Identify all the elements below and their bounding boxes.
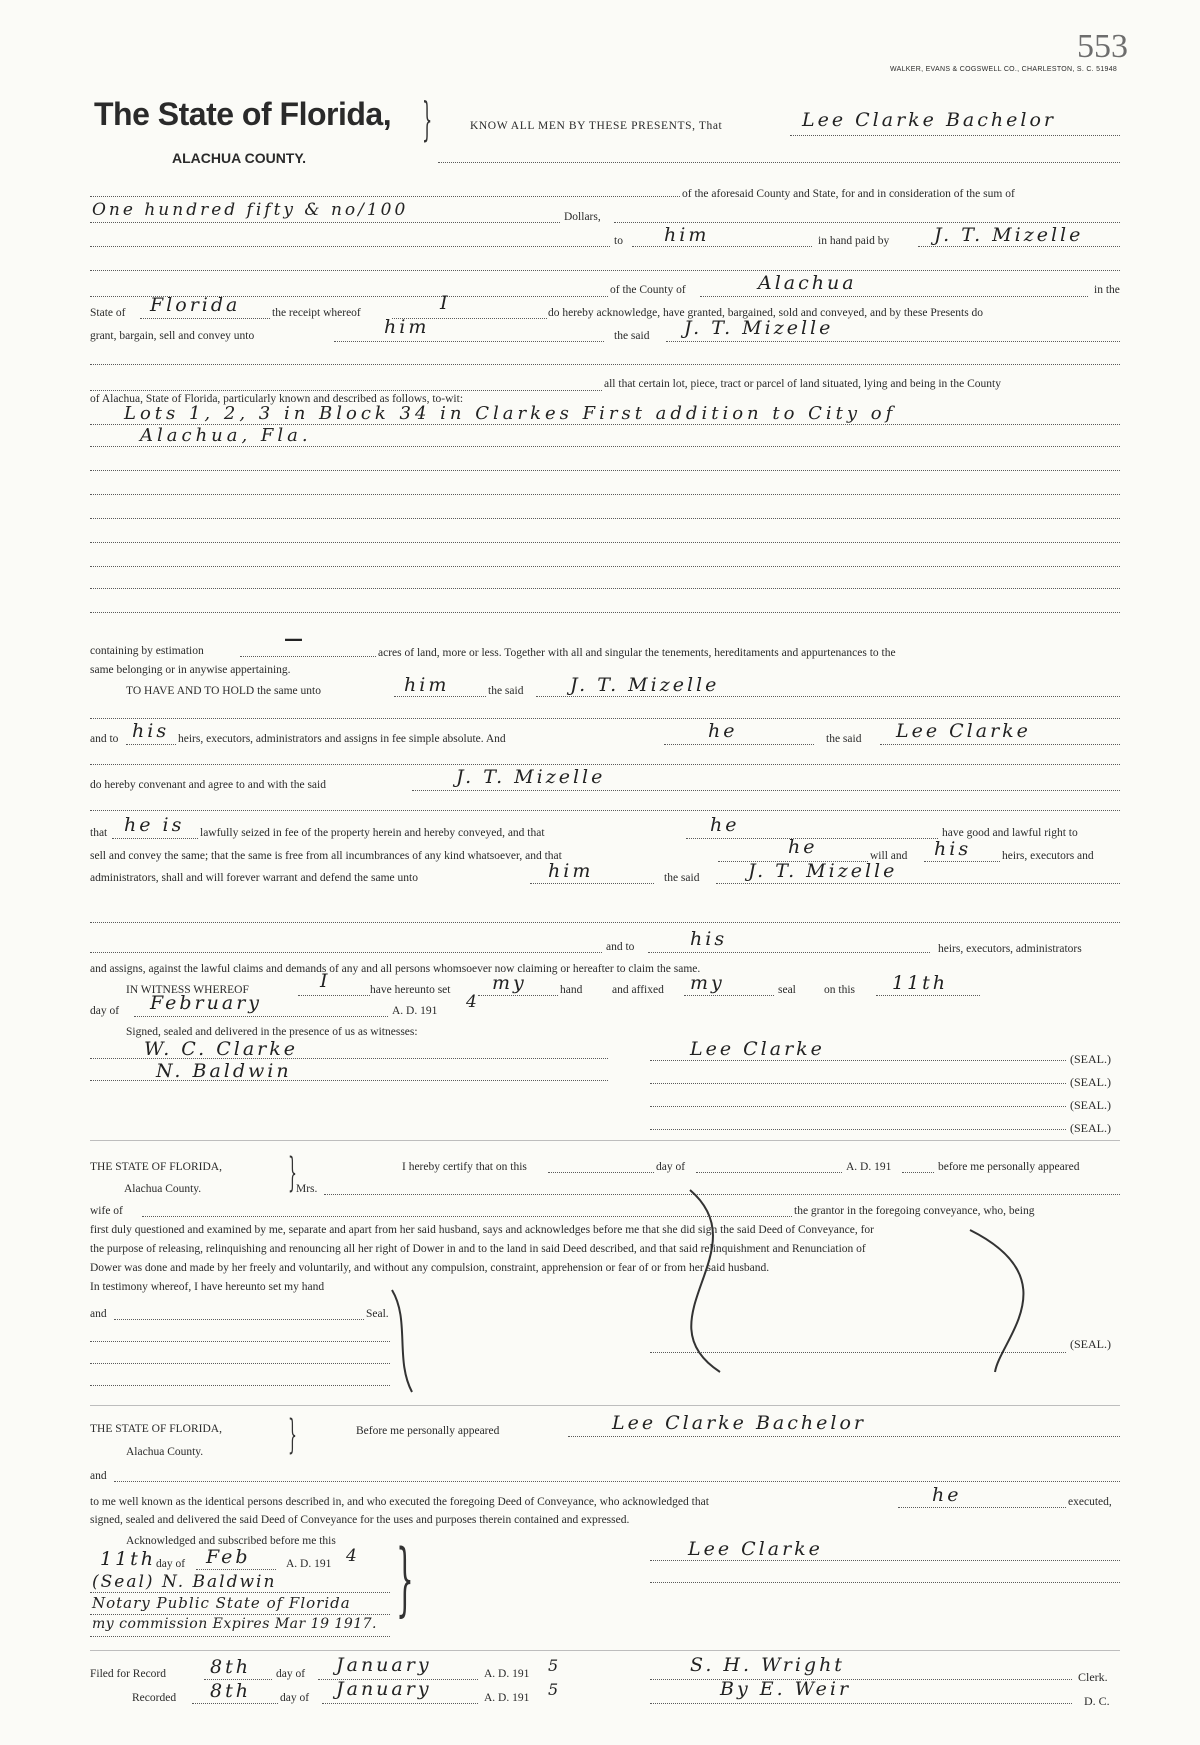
- dower-line-3: Dower was done and made by her freely and voluntarily, and without any compulsion, constraint, apprehension or fear of or from her said husband.: [90, 1262, 770, 1274]
- signed-text: Signed, sealed and delivered in the presence of us as witnesses:: [126, 1026, 418, 1038]
- grantor-signature: Lee Clarke: [690, 1038, 825, 1060]
- fill-line: [530, 883, 654, 884]
- fill-line: [898, 1507, 1066, 1508]
- to-whom: him: [664, 224, 710, 246]
- receipt-label: the receipt whereof: [272, 307, 361, 319]
- fill-line: [614, 222, 1120, 223]
- day-of-label: day of: [276, 1668, 306, 1680]
- fill-line: [90, 588, 1120, 589]
- dc-label: D. C.: [1084, 1694, 1110, 1708]
- fill-line: [90, 810, 1120, 811]
- ack-month: Feb: [206, 1546, 251, 1568]
- fill-line: [322, 1703, 478, 1704]
- have-set-label: have hereunto set: [370, 984, 451, 996]
- notary-line-2: Notary Public State of Florida: [92, 1594, 351, 1612]
- recorded-year: 5: [548, 1680, 562, 1699]
- the-said-label: the said: [614, 330, 650, 342]
- county-handwritten: Alachua: [758, 272, 857, 294]
- known-text: to me well known as the identical persons described in, and who executed the foregoing Deed of Conveyance, who acknowledged that: [90, 1496, 709, 1508]
- county-state-text: of the aforesaid County and State, for and in consideration of the sum of: [682, 188, 1015, 200]
- assigns-text: and assigns, against the lawful claims and demands of any and all persons whomsoever now claiming or hereafter to claim the same.: [90, 963, 701, 975]
- that-label: that: [90, 827, 108, 839]
- clerk-signature: S. H. Wright: [690, 1654, 845, 1676]
- affixed-label: and affixed: [612, 984, 664, 996]
- fill-line: [650, 1083, 1066, 1084]
- known-who: he: [932, 1484, 962, 1506]
- fill-line: [90, 718, 1120, 719]
- seal-marker: (SEAL.): [1070, 1052, 1111, 1066]
- section-divider: [90, 1650, 1120, 1651]
- section-divider: [90, 1405, 1120, 1406]
- the-said-label: the said: [664, 872, 700, 884]
- recorded-day: 8th: [210, 1680, 251, 1702]
- fill-line: [650, 1703, 1072, 1704]
- brace: }: [396, 1532, 414, 1625]
- ad-label: A. D. 191: [484, 1668, 530, 1680]
- certify-text: I hereby certify that on this: [402, 1161, 527, 1173]
- fill-line: [90, 246, 610, 247]
- will-whose: his: [934, 838, 972, 860]
- signed-line: signed, sealed and delivered the said Deed of Conveyance for the uses and purposes therein contained and expressed.: [90, 1514, 630, 1526]
- fill-line: [90, 390, 602, 391]
- mrs-label: Mrs.: [296, 1183, 318, 1195]
- fill-line: [438, 162, 1120, 163]
- fill-line: [90, 518, 1120, 519]
- hand-whose: my: [492, 972, 527, 994]
- fill-line: [90, 222, 560, 223]
- wife-of-label: wife of: [90, 1205, 123, 1217]
- defend-whom: him: [548, 860, 594, 882]
- covenant-text: do hereby convenant and agree to and with the said: [90, 779, 326, 791]
- ack-year-digit: 4: [346, 1546, 360, 1566]
- fill-line: [90, 1385, 390, 1386]
- fill-line: [696, 1172, 842, 1173]
- subscribed-text: Acknowledged and subscribed before me this: [126, 1535, 336, 1547]
- fill-line: [240, 656, 376, 657]
- fill-line: [650, 1106, 1066, 1107]
- fill-line: [134, 1016, 388, 1017]
- seized-who: he: [710, 814, 740, 836]
- fill-line: [650, 1352, 1066, 1353]
- appeared-name: Lee Clarke Bachelor: [612, 1412, 866, 1434]
- fill-line: [126, 744, 176, 745]
- day-of-label: day of: [280, 1692, 310, 1704]
- and-label: and: [90, 1470, 107, 1482]
- in-witness-label: IN WITNESS WHEREOF: [126, 984, 249, 996]
- fill-line: [90, 612, 1120, 613]
- grantor-name: Lee Clarke Bachelor: [802, 109, 1056, 131]
- seal-whose: my: [690, 972, 725, 994]
- containing-label: containing by estimation: [90, 645, 204, 657]
- in-the-label: in the: [1094, 284, 1120, 296]
- have-good-text: have good and lawful right to: [942, 827, 1078, 839]
- seal-marker: (SEAL.): [1070, 1098, 1111, 1112]
- the-said-label: the said: [488, 685, 524, 697]
- fill-line: [664, 744, 814, 745]
- appeared-text: Before me personally appeared: [356, 1425, 500, 1437]
- and-to-whose: his: [690, 928, 728, 950]
- fill-line: [298, 995, 370, 996]
- witness-2-signature: N. Baldwin: [156, 1060, 292, 1082]
- fill-line: [880, 744, 1120, 745]
- clerk-label: Clerk.: [1078, 1670, 1108, 1684]
- fill-line: [650, 1560, 1120, 1561]
- grant-unto-label: grant, bargain, sell and convey unto: [90, 330, 255, 342]
- deputy-signature: By E. Weir: [720, 1678, 852, 1700]
- fill-line: [90, 470, 1120, 471]
- fill-line: [716, 883, 1120, 884]
- seal-marker: (SEAL.): [1070, 1075, 1111, 1089]
- filed-label: Filed for Record: [90, 1668, 167, 1680]
- and-to-label: and to: [606, 941, 635, 953]
- administrators-text: administrators, shall and will forever warrant and defend the same unto: [90, 872, 418, 884]
- seal-word: Seal.: [366, 1308, 389, 1320]
- heirs-exec-admin-text: heirs, executors, administrators: [938, 943, 1082, 955]
- belonging-text: same belonging or in anywise appertaining.: [90, 664, 291, 676]
- fill-line: [114, 1319, 364, 1320]
- fill-line: [112, 838, 198, 839]
- fill-line: [632, 246, 812, 247]
- day-of-label: day of: [656, 1161, 686, 1173]
- paid-by-label: in hand paid by: [818, 235, 890, 247]
- ack-day: 11th: [100, 1548, 157, 1570]
- fill-line: [90, 494, 1120, 495]
- fill-line: [536, 696, 1120, 697]
- fill-line: [90, 270, 1120, 271]
- fill-line: [90, 1592, 390, 1593]
- fill-line: [902, 1172, 934, 1173]
- executed-label: executed,: [1068, 1496, 1112, 1508]
- described-text: of Alachua, State of Florida, particularly known and described as follows, to-wit:: [90, 393, 464, 405]
- recorded-month: January: [336, 1678, 432, 1700]
- witness-day: 11th: [892, 972, 949, 994]
- printer-imprint: WALKER, EVANS & COGSWELL CO., CHARLESTON, S. C. 51948: [890, 66, 1118, 73]
- filed-month: January: [336, 1654, 432, 1676]
- fill-line: [684, 995, 774, 996]
- fill-line: [192, 1703, 278, 1704]
- witness-year-digit: 4: [466, 992, 480, 1012]
- witness-who: I: [320, 970, 331, 992]
- defend-grantee: J. T. Mizelle: [748, 860, 898, 882]
- witness-1-signature: W. C. Clarke: [144, 1038, 299, 1060]
- grantor-short: Lee Clarke: [896, 720, 1031, 742]
- fill-line: [90, 1614, 390, 1615]
- fill-line: [90, 922, 1120, 923]
- state-title: The State of Florida,: [94, 96, 392, 132]
- will-and-label: will and: [870, 850, 908, 862]
- brace: }: [288, 1412, 297, 1458]
- brace: }: [422, 92, 433, 146]
- fill-line: [140, 318, 270, 319]
- ack-signature: Lee Clarke: [688, 1538, 823, 1560]
- fill-line: [568, 1436, 1120, 1437]
- heirs-exec-text: heirs, executors and: [1002, 850, 1094, 862]
- covenant-whom: J. T. Mizelle: [456, 766, 606, 788]
- day-of-label: day of: [156, 1558, 186, 1570]
- and-label: and: [90, 1308, 107, 1320]
- brace: }: [288, 1150, 297, 1196]
- page-number: 553: [1077, 28, 1128, 65]
- fill-line: [90, 1363, 390, 1364]
- fill-line: [918, 246, 1120, 247]
- fill-line: [90, 364, 1120, 365]
- before-me-text: before me personally appeared: [938, 1161, 1080, 1173]
- section-divider: [90, 1140, 1120, 1141]
- dower-county: Alachua County.: [124, 1183, 202, 1195]
- and-who: he: [708, 720, 738, 742]
- day-of-label: day of: [90, 1005, 120, 1017]
- amount-handwritten: One hundred fifty & no/100: [92, 200, 409, 220]
- fill-line: [334, 341, 604, 342]
- seal-label: seal: [778, 984, 796, 996]
- dower-state: THE STATE OF FLORIDA,: [90, 1161, 222, 1173]
- fill-line: [90, 446, 1120, 447]
- fill-line: [90, 1058, 608, 1059]
- land-text: all that certain lot, piece, tract or parcel of land situated, lying and being in the County: [604, 378, 1001, 390]
- acknowledge-text: do hereby acknowledge, have granted, bargained, sold and conveyed, and by these Presents do: [548, 307, 984, 319]
- and-to-whose: his: [132, 720, 170, 742]
- filed-year: 5: [548, 1656, 562, 1675]
- witness-month: February: [150, 992, 263, 1014]
- of-county-label: of the County of: [610, 284, 686, 296]
- testimony-text: In testimony whereof, I have hereunto set my hand: [90, 1281, 325, 1293]
- fill-line: [790, 135, 1120, 136]
- ack-county: Alachua County.: [126, 1446, 204, 1458]
- fill-line: [90, 196, 680, 197]
- fill-line: [650, 1060, 1066, 1061]
- to-have-grantee: J. T. Mizelle: [570, 674, 720, 696]
- fill-line: [650, 1582, 1120, 1583]
- fill-line: [324, 1194, 1120, 1195]
- to-have-label: TO HAVE AND TO HOLD the same unto: [126, 685, 321, 697]
- will-who: he: [788, 836, 818, 858]
- state-of-label: State of: [90, 307, 126, 319]
- fill-line: [700, 296, 1088, 297]
- fill-line: [90, 952, 602, 953]
- fill-line: [876, 995, 980, 996]
- to-have-whom: him: [404, 674, 450, 696]
- heirs-text: heirs, executors, administrators and assigns in fee simple absolute. And: [178, 733, 506, 745]
- fill-line: [90, 542, 1120, 543]
- fill-line: [548, 1172, 654, 1173]
- filed-day: 8th: [210, 1656, 251, 1678]
- receipt-who: I: [440, 292, 451, 314]
- fill-line: [90, 764, 1120, 765]
- fill-line: [196, 1569, 276, 1570]
- payer-name: J. T. Mizelle: [934, 224, 1084, 246]
- recorded-label: Recorded: [132, 1692, 177, 1704]
- ack-state: THE STATE OF FLORIDA,: [90, 1423, 222, 1435]
- fill-line: [90, 1636, 390, 1637]
- fill-line: [648, 952, 930, 953]
- land-description-line-1: Lots 1, 2, 3 in Block 34 in Clarkes First addition to City of: [124, 403, 897, 424]
- the-said-label: the said: [826, 733, 862, 745]
- land-description-line-2: Alachua, Fla.: [140, 425, 312, 446]
- notary-line-1: (Seal) N. Baldwin: [92, 1572, 277, 1592]
- notary-line-3: my commission Expires Mar 19 1917.: [92, 1616, 378, 1632]
- dower-seal-marker: (SEAL.): [1070, 1337, 1111, 1351]
- fill-line: [650, 1679, 1072, 1680]
- fill-line: [412, 790, 1120, 791]
- acres-text: acres of land, more or less. Together with all and singular the tenements, hereditaments and appurtenances to the: [378, 647, 896, 659]
- fill-line: [90, 566, 1120, 567]
- fill-line: [666, 341, 1120, 342]
- acres-value: —: [284, 628, 306, 650]
- dower-line-2: the purpose of releasing, relinquishing and renouncing all her right of Dower in and to the land in said Deed described, and that said relinquishment and Renunciation of: [90, 1243, 866, 1255]
- fill-line: [90, 1341, 390, 1342]
- dollars-label: Dollars,: [564, 211, 601, 223]
- fill-line: [142, 1216, 792, 1217]
- fill-line: [394, 696, 486, 697]
- hand-label: hand: [560, 984, 583, 996]
- fill-line: [114, 1481, 1120, 1482]
- state-handwritten: Florida: [150, 294, 241, 316]
- fill-line: [924, 861, 1000, 862]
- county-title: ALACHUA COUNTY.: [172, 150, 307, 166]
- fill-line: [90, 1080, 608, 1081]
- seized-text: lawfully seized in fee of the property herein and hereby conveyed, and that: [200, 827, 545, 839]
- grantee-name: J. T. Mizelle: [684, 317, 834, 339]
- ad-label: A. D. 191: [846, 1161, 892, 1173]
- grant-whom: him: [384, 316, 430, 338]
- sell-convey-text: sell and convey the same; that the same is free from all incumbrances of any kind whatsoever, and that: [90, 850, 562, 862]
- ad-label: A. D. 191: [286, 1558, 332, 1570]
- dower-line-1: first duly questioned and examined by me, separate and apart from her said husband, says and acknowledges before me that she did sign the said Deed of Conveyance, for: [90, 1224, 874, 1236]
- seal-marker: (SEAL.): [1070, 1121, 1111, 1135]
- on-this-label: on this: [824, 984, 855, 996]
- ad-label: A. D. 191: [392, 1005, 438, 1017]
- and-to-label: and to: [90, 733, 119, 745]
- grantor-in-text: the grantor in the foregoing conveyance, who, being: [794, 1205, 1035, 1217]
- know-all-text: KNOW ALL MEN BY THESE PRESENTS, That: [470, 120, 723, 132]
- that-who: he is: [124, 814, 185, 836]
- to-label: to: [614, 235, 623, 247]
- fill-line: [478, 995, 558, 996]
- fill-line: [650, 1129, 1066, 1130]
- ad-label: A. D. 191: [484, 1692, 530, 1704]
